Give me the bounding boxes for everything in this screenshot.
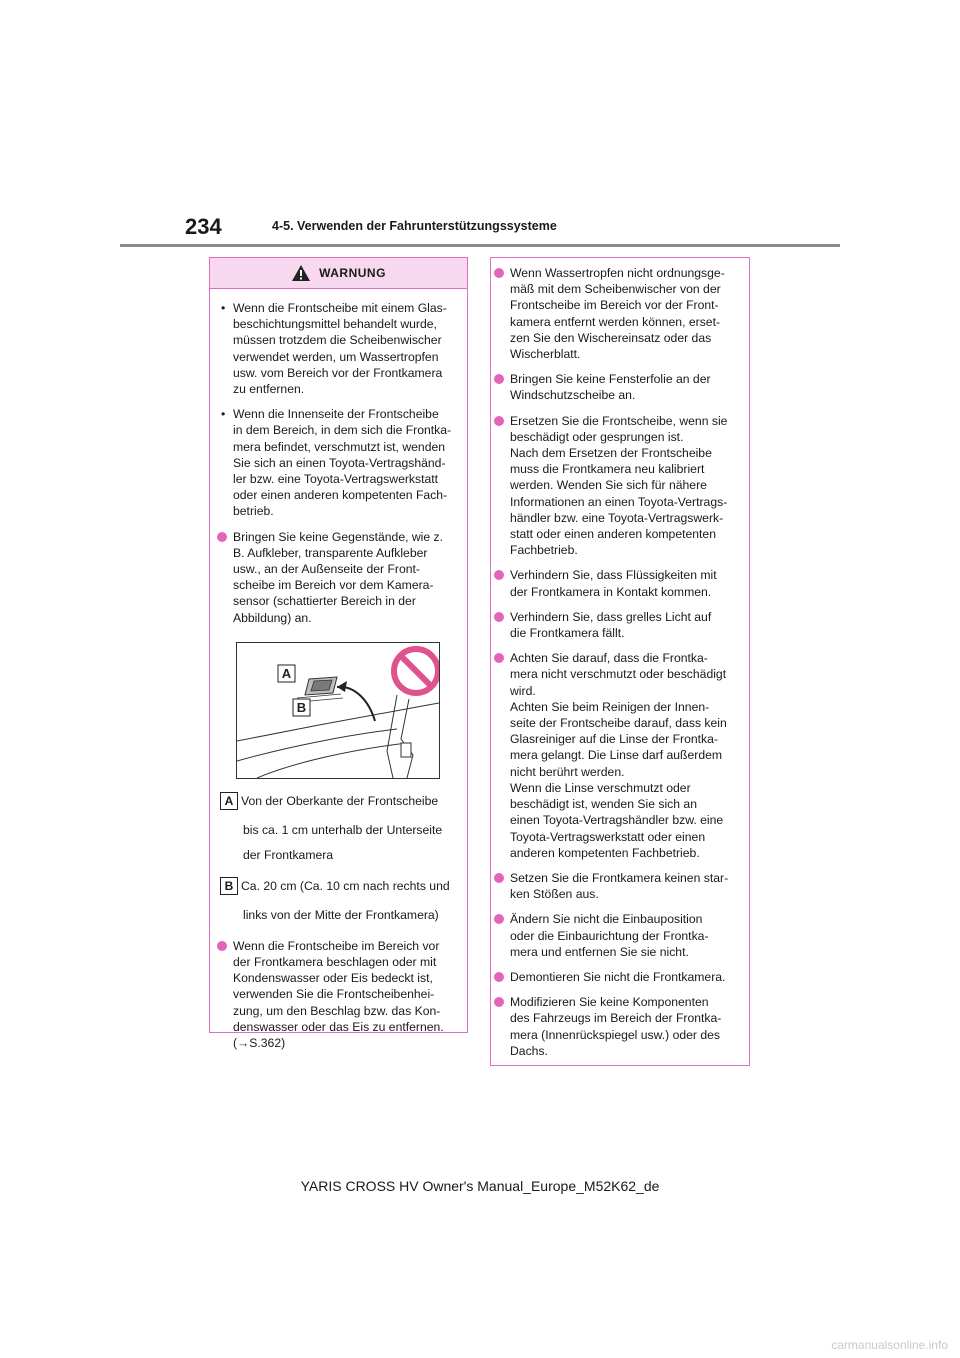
page-reference: (→S.362)	[233, 1036, 286, 1051]
text-line: mera (Innenrückspiegel usw.) oder des	[510, 1027, 721, 1042]
text-line: Wischerblatt.	[510, 347, 581, 362]
text-line: links von der Mitte der Frontkamera)	[243, 907, 439, 922]
callout-tag-a: A	[220, 792, 238, 810]
text-line: Informationen an einen Toyota-Vertrags-	[510, 494, 728, 509]
text-line: der Frontkamera	[243, 847, 334, 862]
text-line: Wenn die Frontscheibe im Bereich vor	[233, 938, 440, 953]
page-number: 234	[185, 214, 222, 239]
text-line: verwendet werden, um Wassertropfen	[233, 349, 439, 364]
text-line: Nach dem Ersetzen der Frontscheibe	[510, 446, 712, 461]
text-line: usw. vom Bereich vor der Frontkamera	[233, 365, 443, 380]
warning-bullet	[494, 567, 741, 599]
text-line: werden. Wenden Sie sich für nähere	[510, 478, 707, 493]
text-line: der Frontkamera in Kontakt kommen.	[510, 584, 712, 599]
warning-bullet	[494, 969, 741, 985]
text-line: Demontieren Sie nicht die Frontkamera.	[510, 969, 726, 984]
warning-label: WARNUNG	[319, 266, 386, 280]
text-line: zung, um den Beschlag bzw. das Kon-	[233, 1003, 441, 1018]
text-line: oder einen anderen kompetenten Fach-	[233, 488, 448, 503]
text-line: seite der Frontscheibe darauf, dass kein	[510, 716, 727, 731]
text-line: Kondenswasser oder Eis bedeckt ist,	[233, 971, 433, 986]
text-line: Ersetzen Sie die Frontscheibe, wenn sie	[510, 413, 728, 428]
callout-tag-b: B	[220, 877, 238, 895]
callout-a	[217, 793, 457, 868]
warning-bullet	[494, 650, 741, 861]
text-line: Verhindern Sie, dass Flüssigkeiten mit	[510, 568, 717, 583]
text-line: Windschutzscheibe an.	[510, 388, 636, 403]
warning-bullet	[217, 529, 457, 626]
text-line: mera gelangt. Die Linse darf außerdem	[510, 748, 723, 763]
text-line: denswasser oder das Eis zu entfernen.	[233, 1019, 444, 1034]
text-line: mera nicht verschmutzt oder beschädigt	[510, 667, 727, 682]
text-line: • Wenn die Frontscheibe mit einem Glas-	[233, 301, 447, 315]
text-line: Achten Sie beim Reinigen der Innen-	[510, 699, 710, 714]
text-line: Toyota-Vertragswerkstatt oder einen	[510, 829, 706, 844]
text-line: statt oder einen anderen kompetenten	[510, 527, 716, 542]
text-line: wird.	[510, 683, 536, 698]
text-line: zen Sie den Wischereinsatz oder das	[510, 330, 712, 345]
text-line: Ca. 20 cm (Ca. 10 cm nach rechts und	[241, 878, 450, 893]
text-line: Glasreiniger auf die Linse der Frontka-	[510, 732, 718, 747]
warning-bullet	[494, 994, 741, 1059]
text-line: Fachbetrieb.	[510, 543, 578, 558]
text-line: Von der Oberkante der Frontscheibe	[241, 793, 439, 808]
text-line: mera befindet, verschmutzt ist, wenden	[233, 439, 446, 454]
warning-bullet	[494, 371, 741, 403]
text-line: einen Toyota-Vertragshändler bzw. eine	[510, 813, 724, 828]
text-line: müssen trotzdem die Scheibenwischer	[233, 333, 442, 348]
text-line: beschädigt ist, wenden Sie sich an	[510, 797, 697, 812]
text-line: kamera entfernt werden können, erset-	[510, 314, 721, 329]
page-footer: YARIS CROSS HV Owner's Manual_Europe_M52K62_de	[300, 1178, 660, 1194]
text-line: Achten Sie darauf, dass die Frontka-	[510, 651, 708, 666]
text-line: oder die Einbaurichtung der Frontka-	[510, 928, 709, 943]
text-line: • Wenn die Innenseite der Frontscheibe	[233, 407, 439, 422]
figure-label-b: B	[296, 699, 307, 715]
text-line: ler bzw. eine Toyota-Vertragswerkstatt	[233, 472, 439, 487]
warning-bullet	[494, 265, 741, 362]
warning-header	[210, 258, 467, 289]
text-line: mäß mit dem Scheibenwischer von der	[510, 282, 721, 297]
text-line: anderen kompetenten Fachbetrieb.	[510, 845, 700, 860]
text-line: B. Aufkleber, transparente Aufkleber	[233, 545, 428, 560]
text-line: scheibe im Bereich vor dem Kamera-	[233, 578, 434, 593]
camera-area-illustration	[236, 642, 440, 779]
text-line: usw., an der Außenseite der Front-	[233, 562, 420, 577]
warning-dash-item	[217, 300, 457, 397]
windshield-camera-drawing	[237, 643, 439, 778]
watermark: carmanualsonline.info	[831, 1338, 948, 1352]
text-line: händler bzw. eine Toyota-Vertragswerk-	[510, 510, 724, 525]
warning-box-continued	[490, 257, 750, 1066]
text-line: zu entfernen.	[233, 382, 305, 397]
text-line: betrieb.	[233, 504, 274, 519]
text-line: der Frontkamera beschlagen oder mit	[233, 955, 437, 970]
text-line: die Frontkamera fällt.	[510, 626, 625, 641]
callout-b	[217, 878, 457, 928]
text-line: Wenn die Linse verschmutzt oder	[510, 780, 691, 795]
text-line: ken Stößen aus.	[510, 887, 599, 902]
text-line: beschädigt oder gesprungen ist.	[510, 429, 684, 444]
text-line: Ändern Sie nicht die Einbauposition	[510, 912, 703, 927]
figure-label-a: A	[281, 665, 292, 681]
text-line: Dachs.	[510, 1043, 548, 1058]
text-line: bis ca. 1 cm unterhalb der Unterseite	[243, 822, 443, 837]
text-line: Verhindern Sie, dass grelles Licht auf	[510, 609, 712, 624]
text-line: muss die Frontkamera neu kalibriert	[510, 462, 705, 477]
warning-bullet	[494, 911, 741, 960]
text-line: verwenden Sie die Frontscheibenhei-	[233, 987, 435, 1002]
warning-content	[210, 289, 467, 1051]
text-line: beschichtungsmittel behandelt wurde,	[233, 317, 437, 332]
text-line: Abbildung) an.	[233, 610, 312, 625]
warning-dash-item	[217, 406, 457, 519]
text-line: Modifizieren Sie keine Komponenten	[510, 995, 709, 1010]
warning-bullet	[494, 870, 741, 902]
warning-triangle-icon	[291, 264, 311, 282]
text-line: nicht berührt werden.	[510, 764, 625, 779]
warning-bullet	[494, 609, 741, 641]
header-rule	[120, 244, 840, 247]
text-line: Frontscheibe im Bereich vor der Front-	[510, 298, 719, 313]
warning-box	[209, 257, 468, 1051]
text-line: sensor (schattierter Bereich in der	[233, 594, 416, 609]
text-line: Bringen Sie keine Gegenstände, wie z.	[233, 529, 444, 544]
warning-bullet	[494, 413, 741, 559]
text-line: Sie sich an einen Toyota-Vertragshänd-	[233, 455, 446, 470]
text-line: des Fahrzeugs im Bereich der Frontka-	[510, 1011, 722, 1026]
warning-bullet	[217, 938, 457, 1051]
text-line: mera und entfernen Sie sie nicht.	[510, 944, 689, 959]
section-title: 4-5. Verwenden der Fahrunterstützungssysteme	[272, 219, 557, 233]
text-line: Bringen Sie keine Fensterfolie an der	[510, 372, 711, 387]
text-line: in dem Bereich, in dem sich die Frontka-	[233, 423, 452, 438]
text-line: Wenn Wassertropfen nicht ordnungsge-	[510, 266, 725, 280]
text-line: Setzen Sie die Frontkamera keinen star-	[510, 870, 729, 885]
